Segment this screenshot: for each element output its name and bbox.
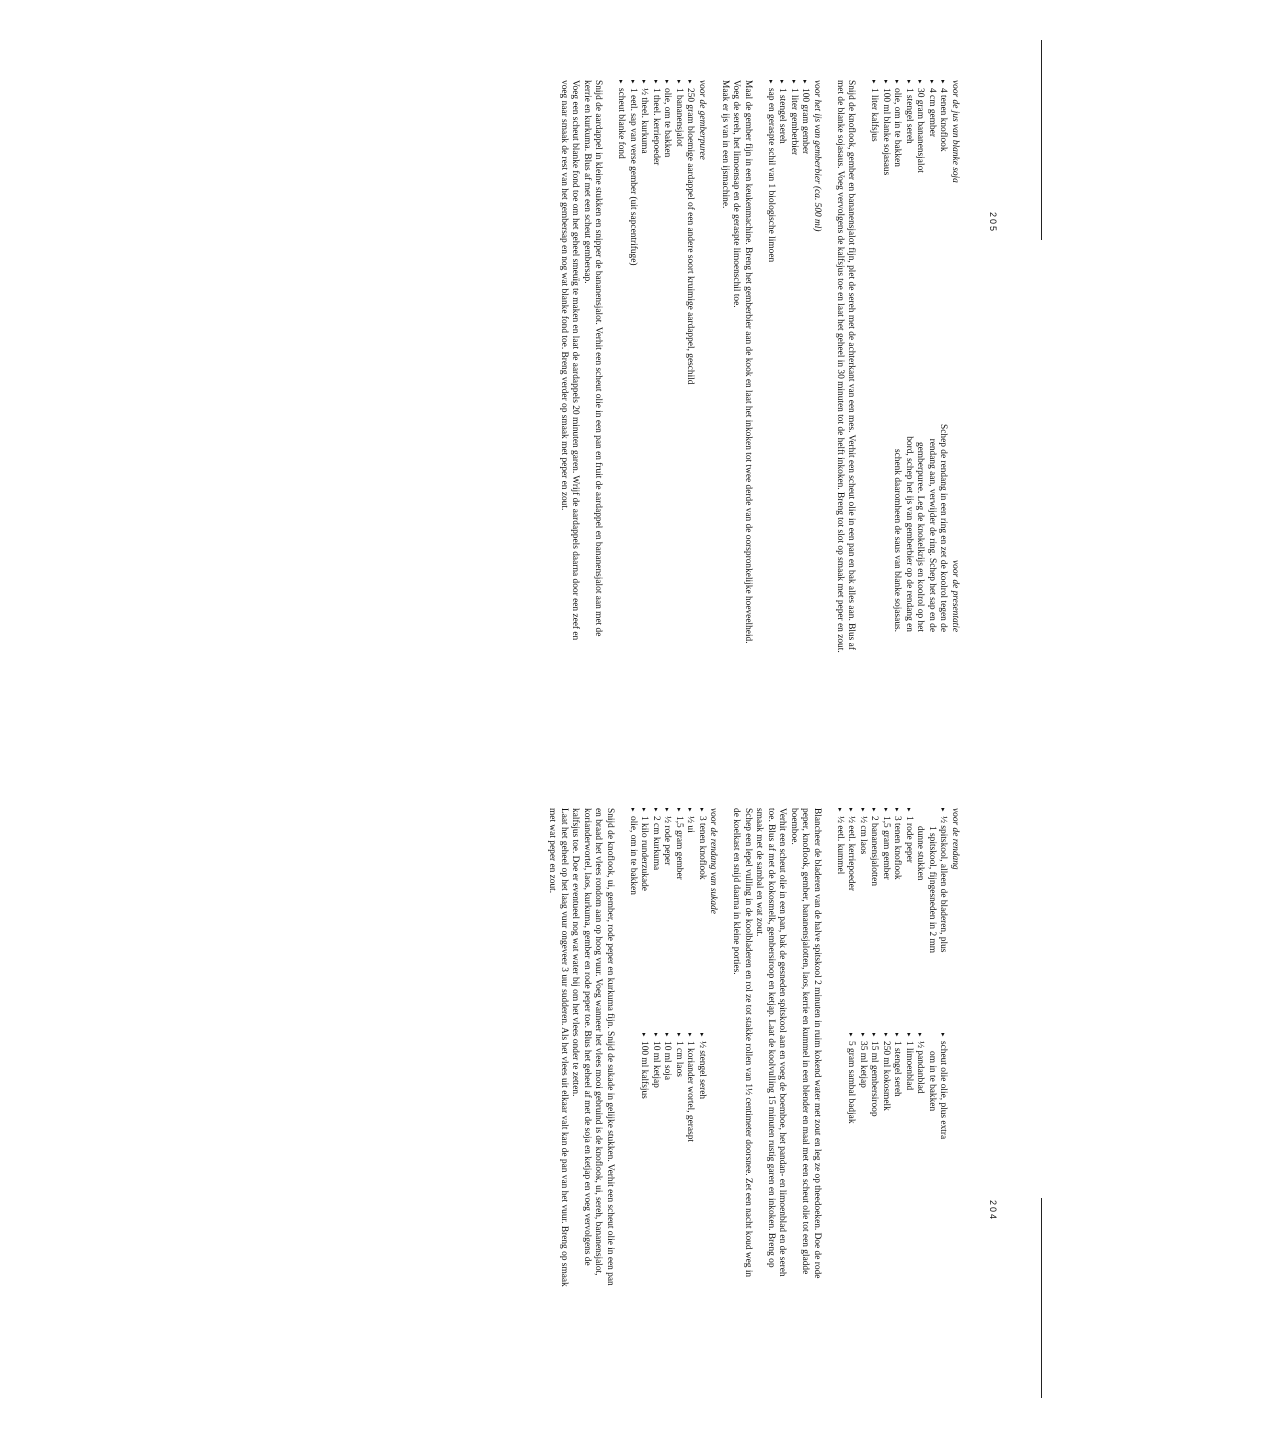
ingredient-item-continued: 1 spitskool, fijngesneden in 2 mm <box>927 826 937 954</box>
ingredient-item: ▸ 2 bananensjalotten <box>868 808 880 1033</box>
page-number: 204 <box>988 1200 998 1222</box>
ingredient-item: ▸ 10 ml soja <box>661 1033 673 1142</box>
page-205-header <box>972 40 1042 240</box>
ingredient-item: ▸ 100 gram gember <box>799 80 811 660</box>
ingredient-item: ▸ 1 limoenblad <box>903 1033 915 1139</box>
ingredient-item: ▸ scheut olie olie, plus extra <box>937 1033 949 1139</box>
ingredient-item: ▸ 1 theel. kerriepoeder <box>650 80 662 660</box>
ingredient-item: ▸ 1 eetl. sap van verse gember (uit sapcentrifuge) <box>627 80 639 660</box>
instruction-paragraph: Laat het geheel op het laag vuur ongeveer 3 uur sudderen. Als het vlees uit elkaar valt kan de pan van het vuur. Breng op smaak met wat peper en zout. <box>547 808 569 1287</box>
ingredient-item: ▸ 5 gram sambal badjak <box>845 1033 857 1139</box>
section-heading-kool: voor de rendang <box>950 808 960 870</box>
ingredient-item: ▸ 1,5 gram gember <box>880 808 892 1033</box>
section-heading-sukade: voor de rendang van sukade <box>708 808 719 914</box>
ingredient-item: ▸ ½ theel. kurkuma <box>638 80 650 660</box>
section-heading-presentatie: voor de presentatie <box>950 559 960 632</box>
ingredient-item: ▸ 1 bananensjalot <box>673 80 685 660</box>
section-heading-ijs: voor het ijs van gemberbier (ca. 500 ml) <box>812 80 822 232</box>
instruction-paragraph: Blancheer de bladeren van de halve spitskool 2 minuten in ruim kokend water met zout en leg ze op theedoeken. Doe de rode peper, knoflook, gember, bananensjalotten, laos, kerrie en kummel in een blender en maal met een scheut olie tot een gladde boemboe. <box>789 808 822 1279</box>
ingredient-item: ▸ 1 stengel sereh <box>903 80 915 660</box>
ingredient-item-continued: dunne stukken <box>915 826 926 881</box>
instruction-paragraph: Verhit een scheut olie in een pan, bak de gesneden spitskool aan en voeg de boemboe, het pandan- en limoenblad en de sereh toe. Blus af met de kokosmelk, gembersiroop en ketjap. Laat de koolvulling 15 minuten rustig garen en inkoken. Breng op smaak met de sambal en wat zout. <box>754 808 788 1277</box>
instruction-paragraph: Schep de rendang in een ring en zet de koolrol tegen de rendang aan, verwijder de ring. Schep het sap en de gemberpuree. Leg de knokelkrijs en koolrol op het bord, schep het ijs van gemberbier op de rendang en schenk daaromheen de saus van blanke sojasaus. <box>892 424 949 632</box>
instruction-paragraph: Snijd de knoflook, ui, gember, rode peper en kurkuma fijn. Snijd de sukade in gelijke stukken. Verhit een scheut olie in een pan en braad het vlees rondom aan op hoog vuur. Voeg wanneer het vlees mooi gebruind is de knoflook, ui, sereh, bananensjalot, korianderwortel, laos, kurkuma, gember en rode peper toe. Blus het geheel af met de soja en ketjap en voeg vervolgens de kalfsjus toe. Doe er eventueel nog wat water bij om het vlees onder te zetten. <box>570 808 615 1286</box>
ingredient-item: ▸ 1 cm laos <box>673 1033 685 1142</box>
page-rule <box>1041 40 1042 240</box>
ingredient-item: ▸ 100 ml kalfsjus <box>638 1033 650 1142</box>
ingredient-item: ▸ ½ rode peper <box>661 808 673 1033</box>
ingredient-item: ▸ 1 stengel sereh <box>891 1033 903 1139</box>
section-heading-jus: voor de jus van blanke soja <box>950 80 960 183</box>
ingredient-item: ▸ 1 rode peper <box>903 808 915 1033</box>
page-204-header <box>972 1198 1042 1398</box>
page-number: 205 <box>988 212 998 234</box>
instruction-paragraph: Snijd de aardappel in kleine stukken en snipper de bananensjalot. Verhit een scheut olie in een pan en fruit de aardappel en bananensjalot aan met de kerrie en kurkuma. Blus af met een scheut gembersap. <box>582 80 604 637</box>
ingredient-item: ▸ ½ cm laos <box>857 808 869 1033</box>
instruction-paragraph: Voeg een scheut blanke fond toe om het geheel smeuïg te maken en laat de aardappels 20 minuten garen. Wrijf de aardappels daarna door een zeef en voeg naar smaak de rest van het gembersap en nog wat blanke fond toe. Breng verder op smaak met peper en zout. <box>559 80 581 641</box>
ingredient-item: ▸ sap en geraspte schil van 1 biologische limoen <box>765 80 777 660</box>
ingredient-item: ▸ 3 tenen knoflook <box>696 808 708 1033</box>
ingredient-item: ▸ ½ stengel sereh <box>696 1033 708 1142</box>
ingredient-item: ▸ ½ spitskool, alleen de bladeren, plus <box>937 808 949 1033</box>
ingredient-item: ▸ olie, om te bakken <box>661 80 673 660</box>
ingredient-item: ▸ 35 ml ketjap <box>857 1033 869 1139</box>
ingredient-item: ▸ 1 kilo runderzukade <box>638 808 650 1033</box>
ingredient-item: ▸ scheut blanke fond <box>615 80 627 660</box>
instruction-paragraph: Snijd de knoflook, gember en bananensjalot fijn, plet de sereh met de achterkant van een mes. Verhit een scheut olie in een pan en bak alles aan. Blus af met de blanke sojasaus. Voeg vervolgens de kalfsjus toe en laat het geheel in 30 minuten tot de helft inkoken. Breng tot slot op smaak met peper en zout. <box>835 80 857 653</box>
ingredient-item: ▸ ½ eetl. kerriepoeder <box>845 808 857 1033</box>
recipe-column-rendang <box>546 808 960 1288</box>
presentation-column <box>891 422 960 632</box>
instruction-paragraph: Maak er ijs van in een ijsmachine. <box>720 80 730 209</box>
ingredient-item: ▸ olie, om in te bakken <box>627 808 639 1033</box>
ingredient-item: ▸ ½ ui <box>684 808 696 1033</box>
section-heading-puree: voor de gemberpuree <box>697 80 707 160</box>
ingredient-item: ▸ 2 cm kurkuma <box>650 808 662 1033</box>
ingredient-item: ▸ 1,5 gram gember <box>673 808 685 1033</box>
ingredient-item: ▸ 3 tenen knoflook <box>891 808 903 1033</box>
ingredient-item: ▸ 250 gram bloemige aardappel of een andere soort kruimige aardappel, geschild <box>684 80 696 660</box>
page-rule <box>1041 1198 1042 1398</box>
ingredient-item: ▸ 1 liter kalfsjus <box>868 80 880 660</box>
ingredient-item: ▸ 1 liter gemberbier <box>788 80 800 660</box>
ingredient-item-continued: om in te bakken <box>927 1051 937 1112</box>
ingredient-item: ▸ 30 gram bananensjalot <box>914 80 926 660</box>
ingredient-item: ▸ 1 stengel sereh <box>776 80 788 660</box>
ingredient-item: ▸ 1 koriander wortel, geraspt <box>684 1033 696 1142</box>
instruction-paragraph: Maal de gember fijn in een keukenmachine. Breng het gemberbier aan de kook en laat het inkoken tot twee derde van de oorspronkelijke hoeveelheid. Voeg de sereh, het limoensap en de geraspte limoenschil toe. <box>731 80 753 644</box>
ingredient-item: ▸ ½ eetl. kummel <box>834 808 846 1033</box>
instruction-paragraph: Schep een lepel vulling in de koolbladeren en rol ze tot stakke rollen van 1½ centimeter doorsnee. Zet een nacht koud weg in de koelkast en snijd daarna in kleine porties. <box>731 808 753 1278</box>
ingredient-item: ▸ 4 tenen knoflook <box>937 80 949 660</box>
ingredient-item: ▸ 15 ml gembersiroop <box>868 1033 880 1139</box>
ingredient-item: ▸ olie, om in te bakken <box>891 80 903 660</box>
ingredient-item: ▸ 4 cm gember <box>926 80 938 660</box>
ingredient-item: ▸ 100 ml blanke sojasaus <box>880 80 892 660</box>
ingredient-item: ▸ 250 ml kokosmelk <box>880 1033 892 1139</box>
ingredient-item: ▸ ½ pandanblad <box>914 1033 926 1139</box>
ingredient-item: ▸ 10 ml ketjap <box>650 1033 662 1142</box>
